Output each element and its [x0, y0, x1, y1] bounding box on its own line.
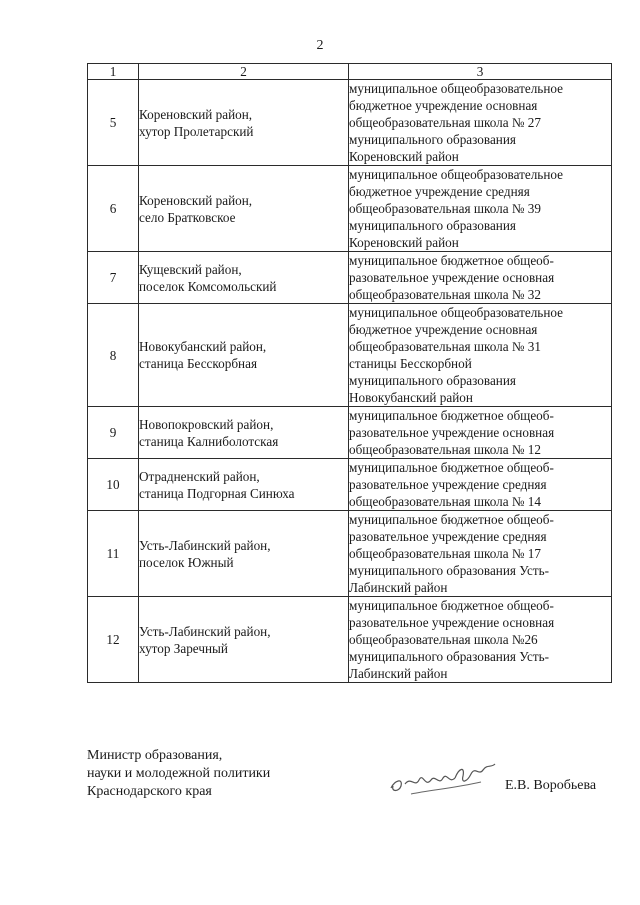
table-row — [88, 166, 612, 252]
row-number: 8 — [88, 304, 139, 407]
institution-cell — [349, 511, 612, 597]
institution-line: общеобразовательная школа № 12 — [349, 442, 541, 457]
institution-line: муниципальное бюджетное общеоб- — [349, 598, 554, 613]
institution-line: разовательное учреждение средняя — [349, 477, 547, 492]
row-number: 11 — [88, 511, 139, 597]
page-number: 2 — [316, 38, 324, 53]
area-line: станица Подгорная Синюха — [139, 485, 295, 501]
institution-cell — [349, 459, 612, 511]
row-number: 10 — [88, 459, 139, 511]
institution-line: муниципальное бюджетное общеоб- — [349, 253, 554, 268]
institution-line: Лабинский район — [349, 666, 448, 681]
column-header: 3 — [349, 64, 612, 80]
institution-line: муниципального образования — [349, 132, 516, 147]
institution-line: общеобразовательная школа № 31 — [349, 339, 541, 354]
table-row — [88, 80, 612, 166]
institution-line: Кореновский район — [349, 235, 459, 250]
institution-line: общеобразовательная школа № 14 — [349, 494, 541, 509]
handwritten-signature — [385, 758, 503, 802]
area-cell — [139, 511, 349, 597]
institution-line: общеобразовательная школа № 27 — [349, 115, 541, 130]
area-line: поселок Южный — [139, 554, 234, 570]
area-line: Кореновский район, — [139, 192, 253, 208]
institution-cell — [349, 597, 612, 683]
area-line: Усть-Лабинский район, — [139, 537, 271, 553]
area-line: Новокубанский район, — [139, 339, 267, 354]
table-row — [88, 511, 612, 597]
area-cell — [139, 597, 349, 683]
area-cell — [139, 407, 349, 459]
institution-line: муниципальное бюджетное общеоб- — [349, 408, 554, 423]
institution-cell — [349, 80, 612, 166]
institution-line: разовательное учреждение средняя — [349, 529, 547, 544]
area-cell — [139, 304, 349, 407]
institution-cell — [349, 252, 612, 304]
institution-line: муниципального образования Усть- — [349, 563, 550, 578]
position-line: науки и молодежной политики — [87, 766, 271, 781]
institution-line: муниципальное общеобразовательное — [349, 305, 563, 320]
area-cell — [139, 80, 349, 166]
area-line: хутор Пролетарский — [139, 123, 254, 139]
row-number: 9 — [88, 407, 139, 459]
signature-block — [87, 747, 270, 801]
institution-line: бюджетное учреждение основная — [349, 98, 538, 113]
institution-line: муниципальное общеобразовательное — [349, 167, 563, 182]
institution-line: общеобразовательная школа № 39 — [349, 201, 541, 216]
table-row — [88, 304, 612, 407]
institution-cell — [349, 407, 612, 459]
institution-cell — [349, 166, 612, 252]
institution-line: разовательное учреждение основная — [349, 270, 555, 285]
institution-line: Лабинский район — [349, 580, 448, 595]
institution-line: муниципального образования — [349, 218, 516, 233]
area-line: поселок Комсомольский — [139, 278, 277, 294]
institution-line: муниципальное общеобразовательное — [349, 81, 563, 96]
area-line: Кореновский район, — [139, 106, 253, 122]
position-line: Краснодарского края — [87, 784, 212, 799]
table-row — [88, 407, 612, 459]
institution-line: Кореновский район — [349, 149, 459, 164]
area-cell — [139, 459, 349, 511]
institution-line: разовательное учреждение основная — [349, 425, 555, 440]
institution-line: станицы Бесскорбной — [349, 356, 472, 371]
area-line: Усть-Лабинский район, — [139, 623, 271, 639]
row-number: 6 — [88, 166, 139, 252]
area-cell — [139, 252, 349, 304]
institution-line: муниципального образования — [349, 373, 516, 388]
institution-line: бюджетное учреждение средняя — [349, 184, 530, 199]
table-row — [88, 597, 612, 683]
area-cell — [139, 166, 349, 252]
area-line: хутор Заречный — [139, 640, 228, 656]
column-header: 2 — [139, 64, 349, 80]
row-number: 5 — [88, 80, 139, 166]
row-number: 7 — [88, 252, 139, 304]
column-header: 1 — [88, 64, 139, 80]
table-row — [88, 459, 612, 511]
institution-line: муниципального образования Усть- — [349, 649, 550, 664]
institution-line: муниципальное бюджетное общеоб- — [349, 512, 554, 527]
institution-line: общеобразовательная школа № 17 — [349, 546, 541, 561]
position-line: Министр образования, — [87, 748, 223, 763]
row-number: 12 — [88, 597, 139, 683]
institution-line: общеобразовательная школа № 32 — [349, 287, 541, 302]
area-line: село Братковское — [139, 209, 236, 225]
area-line: Отрадненский район, — [139, 468, 260, 484]
area-line: Кущевский район, — [139, 261, 242, 277]
institution-line: общеобразовательная школа №26 — [349, 632, 538, 647]
institution-cell — [349, 304, 612, 407]
area-line: станица Бесскорбная — [139, 356, 258, 371]
signer-name: Е.В. Воробьева — [505, 778, 597, 793]
schools-table — [87, 63, 612, 683]
institution-line: Новокубанский район — [349, 390, 473, 405]
institution-line: муниципальное бюджетное общеоб- — [349, 460, 554, 475]
table-header-row — [88, 64, 612, 80]
institution-line: разовательное учреждение основная — [349, 615, 555, 630]
area-line: станица Калниболотская — [139, 433, 279, 449]
area-line: Новопокровский район, — [139, 416, 274, 432]
table-row — [88, 252, 612, 304]
institution-line: бюджетное учреждение основная — [349, 322, 538, 337]
